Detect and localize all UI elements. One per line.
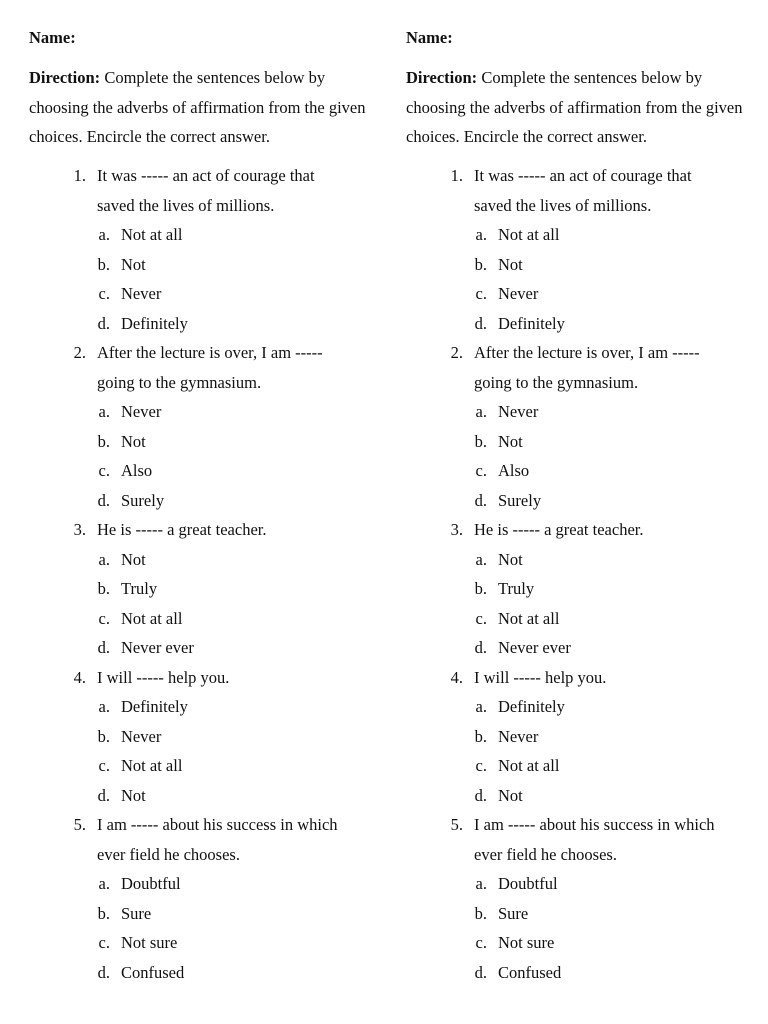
question-item — [29, 338, 369, 515]
choice-letter: d. — [97, 490, 110, 510]
choice-letter: b. — [474, 431, 487, 451]
answer-choice[interactable] — [406, 899, 746, 929]
choice-list — [29, 545, 369, 663]
choice-letter: a. — [475, 697, 487, 716]
choice-text: Not — [498, 785, 523, 805]
direction-paragraph — [29, 63, 369, 152]
question-number: 1. — [450, 166, 463, 185]
answer-choice[interactable] — [29, 633, 369, 663]
question-item — [406, 515, 746, 663]
answer-choice[interactable] — [406, 309, 746, 339]
choice-list — [29, 692, 369, 810]
choice-list — [406, 545, 746, 663]
choice-letter: c. — [475, 284, 487, 303]
answer-choice[interactable] — [29, 751, 369, 781]
answer-choice[interactable] — [406, 633, 746, 663]
answer-choice[interactable] — [29, 781, 369, 811]
answer-choice[interactable] — [29, 899, 369, 929]
choice-letter: c. — [475, 608, 487, 628]
question-row — [29, 338, 369, 397]
choice-letter: c. — [98, 756, 110, 775]
question-item — [406, 663, 746, 811]
choice-letter: b. — [474, 726, 487, 746]
answer-choice[interactable] — [29, 279, 369, 309]
answer-choice[interactable] — [406, 397, 746, 427]
direction-label: Direction: — [29, 68, 101, 87]
direction-paragraph — [406, 63, 746, 152]
answer-choice[interactable] — [406, 427, 746, 457]
choice-text: Surely — [121, 490, 165, 510]
answer-choice[interactable] — [406, 781, 746, 811]
choice-text: Doubtful — [121, 874, 181, 893]
direction-label: Direction: — [406, 68, 478, 87]
choice-text: Not — [498, 549, 523, 569]
choice-list — [406, 869, 746, 987]
answer-choice[interactable] — [29, 692, 369, 722]
choice-letter: a. — [98, 549, 110, 569]
question-number: 4. — [73, 667, 86, 687]
direction-text: Complete the sentences below by choosing the adverbs of affirmation from the given choices. Encircle the correct answer. — [29, 68, 366, 146]
question-row — [406, 663, 746, 693]
question-item — [406, 338, 746, 515]
choice-text: Not — [121, 254, 146, 274]
question-item — [29, 161, 369, 338]
question-item — [406, 161, 746, 338]
choice-text: Not — [121, 549, 146, 569]
question-list — [406, 161, 746, 987]
question-row — [406, 515, 746, 545]
question-item — [29, 810, 369, 987]
choice-list — [29, 220, 369, 338]
question-text: He is ----- a great teacher. — [97, 520, 267, 539]
answer-choice[interactable] — [406, 486, 746, 516]
question-text: It was ----- an act of courage that saved the lives of millions. — [97, 166, 315, 215]
choice-list — [406, 397, 746, 515]
choice-letter: b. — [97, 579, 110, 598]
choice-text: Truly — [498, 579, 535, 598]
choice-list — [406, 220, 746, 338]
question-row — [29, 161, 369, 220]
answer-choice[interactable] — [406, 279, 746, 309]
question-text: He is ----- a great teacher. — [474, 520, 644, 539]
choice-text: Not sure — [121, 933, 178, 952]
choice-text: Never — [498, 284, 539, 303]
choice-text: Surely — [498, 490, 542, 510]
answer-choice[interactable] — [29, 397, 369, 427]
choice-text: Confused — [498, 962, 562, 982]
answer-choice[interactable] — [29, 574, 369, 604]
choice-list — [406, 692, 746, 810]
choice-text: Not — [498, 431, 523, 451]
choice-letter: b. — [97, 254, 110, 274]
question-text: I am ----- about his success in which ever field he chooses. — [474, 815, 715, 864]
answer-choice[interactable] — [29, 456, 369, 486]
question-item — [406, 810, 746, 987]
answer-choice[interactable] — [29, 958, 369, 988]
choice-text: Not — [121, 785, 146, 805]
choice-letter: c. — [475, 756, 487, 775]
choice-text: Sure — [121, 903, 152, 923]
choice-letter: b. — [474, 579, 487, 598]
choice-list — [29, 397, 369, 515]
choice-letter: b. — [97, 726, 110, 746]
answer-choice[interactable] — [29, 309, 369, 339]
answer-choice[interactable] — [29, 486, 369, 516]
choice-text: Not at all — [121, 756, 183, 775]
answer-choice[interactable] — [29, 604, 369, 634]
answer-choice[interactable] — [406, 220, 746, 250]
choice-letter: b. — [474, 903, 487, 923]
answer-choice[interactable] — [406, 574, 746, 604]
choice-letter: d. — [97, 638, 110, 657]
answer-choice[interactable] — [406, 692, 746, 722]
answer-choice[interactable] — [406, 604, 746, 634]
answer-choice[interactable] — [29, 869, 369, 899]
choice-letter: a. — [475, 402, 487, 421]
choice-letter: c. — [98, 284, 110, 303]
choice-text: Never ever — [121, 638, 194, 657]
choice-letter: a. — [98, 225, 110, 244]
choice-text: Truly — [121, 579, 158, 598]
choice-text: Definitely — [121, 313, 188, 333]
choice-letter: a. — [98, 874, 110, 893]
question-row — [29, 515, 369, 545]
question-text: I will ----- help you. — [474, 667, 607, 687]
choice-letter: c. — [98, 933, 110, 952]
choice-text: Definitely — [498, 697, 565, 716]
choice-letter: b. — [97, 431, 110, 451]
choice-text: Never ever — [498, 638, 571, 657]
choice-letter: a. — [98, 697, 110, 716]
choice-text: Definitely — [121, 697, 188, 716]
question-list — [29, 161, 369, 987]
choice-letter: d. — [474, 490, 487, 510]
answer-choice[interactable] — [29, 545, 369, 575]
question-number: 5. — [73, 815, 86, 834]
answer-choice[interactable] — [29, 220, 369, 250]
choice-text: Never — [121, 402, 162, 421]
question-number: 3. — [73, 520, 86, 539]
answer-choice[interactable] — [29, 722, 369, 752]
answer-choice[interactable] — [29, 250, 369, 280]
choice-letter: d. — [97, 962, 110, 982]
question-item — [29, 663, 369, 811]
question-number: 3. — [450, 520, 463, 539]
question-row — [406, 161, 746, 220]
name-label: Name: — [29, 28, 76, 47]
answer-choice[interactable] — [406, 958, 746, 988]
answer-choice[interactable] — [406, 928, 746, 958]
question-text: After the lecture is over, I am ----- going to the gymnasium. — [97, 343, 323, 392]
question-text: I will ----- help you. — [97, 667, 230, 687]
question-row — [29, 663, 369, 693]
question-number: 4. — [450, 667, 463, 687]
question-row — [406, 810, 746, 869]
question-number: 5. — [450, 815, 463, 834]
choice-text: Not — [121, 431, 146, 451]
question-row — [406, 338, 746, 397]
choice-letter: d. — [97, 313, 110, 333]
direction-text: Complete the sentences below by choosing the adverbs of affirmation from the given choices. Encircle the correct answer. — [406, 68, 743, 146]
choice-letter: c. — [98, 461, 110, 480]
choice-letter: c. — [475, 461, 487, 480]
answer-choice[interactable] — [406, 456, 746, 486]
choice-letter: c. — [98, 608, 110, 628]
choice-text: Not — [498, 254, 523, 274]
choice-text: Never — [498, 402, 539, 421]
choice-letter: d. — [474, 962, 487, 982]
choice-letter: a. — [475, 874, 487, 893]
answer-choice[interactable] — [406, 545, 746, 575]
choice-letter: d. — [474, 313, 487, 333]
choice-letter: a. — [475, 549, 487, 569]
choice-text: Also — [121, 461, 153, 480]
answer-choice[interactable] — [406, 869, 746, 899]
choice-text: Not at all — [498, 756, 560, 775]
choice-letter: a. — [475, 225, 487, 244]
choice-text: Not at all — [498, 608, 560, 628]
question-text: After the lecture is over, I am ----- going to the gymnasium. — [474, 343, 700, 392]
name-label: Name: — [406, 28, 453, 47]
choice-letter: b. — [97, 903, 110, 923]
choice-letter: b. — [474, 254, 487, 274]
question-item — [29, 515, 369, 663]
question-text: It was ----- an act of courage that saved the lives of millions. — [474, 166, 692, 215]
choice-letter: d. — [474, 785, 487, 805]
choice-letter: a. — [98, 402, 110, 421]
choice-letter: d. — [474, 638, 487, 657]
choice-text: Sure — [498, 903, 529, 923]
question-number: 2. — [73, 343, 86, 362]
question-number: 2. — [450, 343, 463, 362]
choice-letter: c. — [475, 933, 487, 952]
answer-choice[interactable] — [29, 427, 369, 457]
choice-text: Not at all — [121, 608, 183, 628]
question-row — [29, 810, 369, 869]
question-text: I am ----- about his success in which ever field he chooses. — [97, 815, 338, 864]
answer-choice[interactable] — [406, 250, 746, 280]
answer-choice[interactable] — [406, 722, 746, 752]
choice-list — [29, 869, 369, 987]
choice-text: Not at all — [498, 225, 560, 244]
choice-text: Also — [498, 461, 530, 480]
answer-choice[interactable] — [406, 751, 746, 781]
choice-text: Never — [498, 726, 539, 746]
choice-text: Never — [121, 726, 162, 746]
choice-text: Not at all — [121, 225, 183, 244]
choice-text: Doubtful — [498, 874, 558, 893]
question-number: 1. — [73, 166, 86, 185]
choice-text: Never — [121, 284, 162, 303]
choice-text: Definitely — [498, 313, 565, 333]
choice-text: Confused — [121, 962, 185, 982]
choice-text: Not sure — [498, 933, 555, 952]
choice-letter: d. — [97, 785, 110, 805]
answer-choice[interactable] — [29, 928, 369, 958]
